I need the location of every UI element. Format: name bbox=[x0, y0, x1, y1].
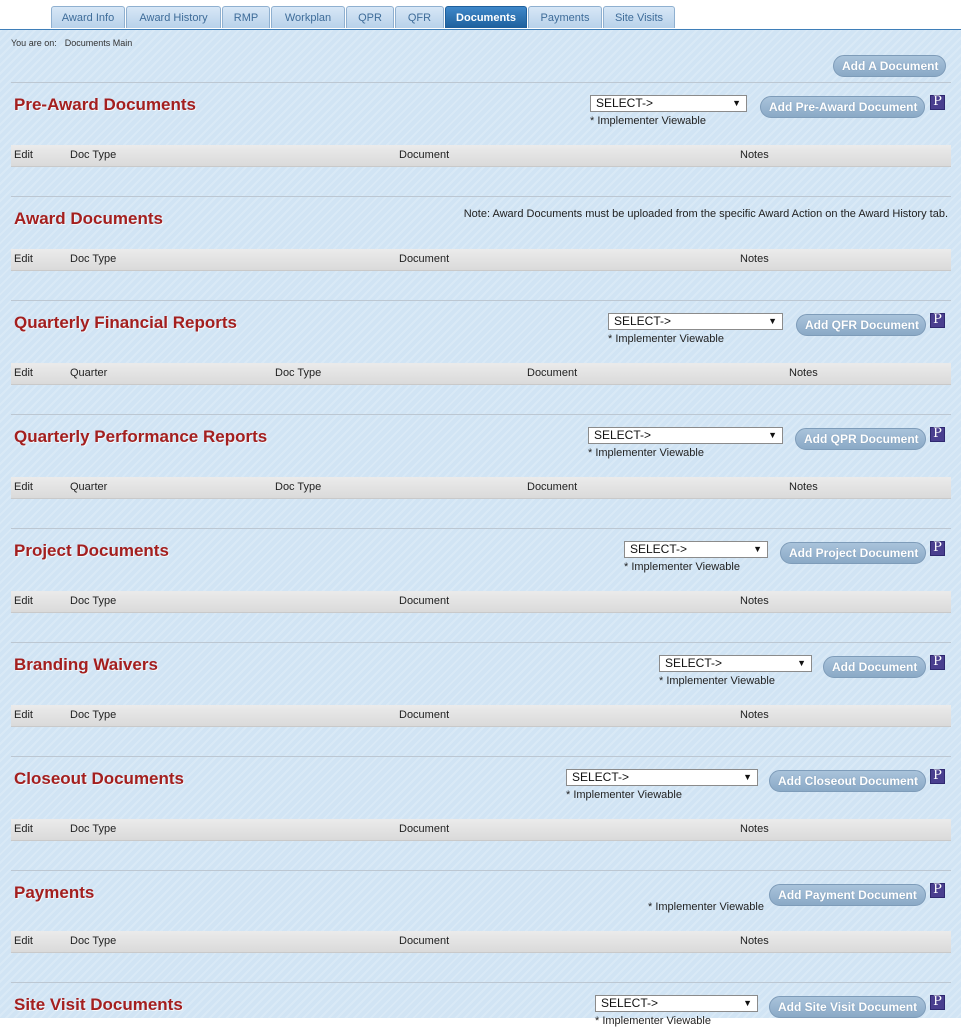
implementer-viewable-note: * Implementer Viewable bbox=[588, 447, 704, 459]
table-header bbox=[11, 705, 951, 727]
section-title: Pre-Award Documents bbox=[14, 95, 197, 114]
column-header: Document bbox=[399, 253, 450, 265]
table-header bbox=[11, 591, 951, 613]
column-header: Doc Type bbox=[70, 935, 117, 947]
section-title: Quarterly Performance Reports bbox=[14, 427, 268, 446]
column-header: Document bbox=[399, 823, 450, 835]
table-header bbox=[11, 363, 951, 385]
tab-rmp[interactable]: RMP bbox=[222, 6, 270, 28]
section-title: Payments bbox=[14, 883, 95, 902]
section-divider bbox=[11, 642, 951, 643]
implementer-viewable-note: * Implementer Viewable bbox=[608, 333, 724, 345]
chevron-down-icon: ▼ bbox=[743, 998, 752, 1008]
tab-site-visits[interactable]: Site Visits bbox=[603, 6, 675, 28]
column-header: Document bbox=[399, 595, 450, 607]
tab-qfr[interactable]: QFR bbox=[395, 6, 444, 28]
implementer-viewable-note: * Implementer Viewable bbox=[648, 901, 764, 913]
column-header: Edit bbox=[14, 823, 33, 835]
section-divider bbox=[11, 300, 951, 301]
table-header bbox=[11, 931, 951, 953]
column-header: Document bbox=[399, 149, 450, 161]
section-title: Site Visit Documents bbox=[14, 995, 183, 1014]
column-header: Document bbox=[527, 481, 578, 493]
column-header: Doc Type bbox=[275, 481, 322, 493]
column-header: Edit bbox=[14, 149, 33, 161]
column-header: Notes bbox=[740, 709, 769, 721]
tab-payments[interactable]: Payments bbox=[528, 6, 602, 28]
section-divider bbox=[11, 756, 951, 757]
add-pre-award-document-button[interactable]: Add Pre-Award Document bbox=[760, 96, 925, 118]
column-header: Notes bbox=[740, 149, 769, 161]
column-header: Edit bbox=[14, 595, 33, 607]
column-header: Edit bbox=[14, 367, 33, 379]
documents-main-panel bbox=[0, 30, 961, 1027]
doc-type-select[interactable] bbox=[659, 655, 812, 672]
doc-type-select[interactable] bbox=[590, 95, 747, 112]
column-header: Edit bbox=[14, 709, 33, 721]
section-divider bbox=[11, 870, 951, 871]
add-qfr-document-button[interactable]: Add QFR Document bbox=[796, 314, 926, 336]
breadcrumb-label: You are on: bbox=[11, 38, 57, 48]
column-header: Document bbox=[399, 709, 450, 721]
doc-type-select[interactable] bbox=[566, 769, 758, 786]
tab-award-info[interactable]: Award Info bbox=[51, 6, 125, 28]
help-icon[interactable]: P bbox=[930, 313, 945, 328]
section-title: Branding Waivers bbox=[14, 655, 158, 674]
select-value: SELECT-> bbox=[596, 96, 654, 110]
doc-type-select[interactable] bbox=[608, 313, 783, 330]
doc-type-select[interactable] bbox=[595, 995, 758, 1012]
chevron-down-icon: ▼ bbox=[768, 430, 777, 440]
tab-qpr[interactable]: QPR bbox=[346, 6, 394, 28]
column-header: Doc Type bbox=[70, 149, 117, 161]
section-divider bbox=[11, 982, 951, 983]
section-title: Quarterly Financial Reports bbox=[14, 313, 237, 332]
select-value: SELECT-> bbox=[594, 428, 652, 442]
column-header: Quarter bbox=[70, 481, 108, 493]
add-document-button[interactable]: Add Document bbox=[823, 656, 926, 678]
column-header: Doc Type bbox=[70, 823, 117, 835]
section-title: Project Documents bbox=[14, 541, 169, 560]
tab-bar bbox=[0, 0, 961, 30]
add-closeout-document-button[interactable]: Add Closeout Document bbox=[769, 770, 926, 792]
section-divider bbox=[11, 414, 951, 415]
award-documents-note: Note: Award Documents must be uploaded from the specific Award Action on the Award History tab. bbox=[463, 208, 948, 220]
column-header: Doc Type bbox=[70, 709, 117, 721]
column-header: Notes bbox=[789, 367, 818, 379]
help-icon[interactable]: P bbox=[930, 883, 945, 898]
chevron-down-icon: ▼ bbox=[753, 544, 762, 554]
select-value: SELECT-> bbox=[614, 314, 672, 328]
table-header bbox=[11, 819, 951, 841]
section-divider bbox=[11, 528, 951, 529]
chevron-down-icon: ▼ bbox=[768, 316, 777, 326]
doc-type-select[interactable] bbox=[624, 541, 768, 558]
select-value: SELECT-> bbox=[665, 656, 723, 670]
doc-type-select[interactable] bbox=[588, 427, 783, 444]
breadcrumb-current: Documents Main bbox=[64, 38, 133, 48]
chevron-down-icon: ▼ bbox=[797, 658, 806, 668]
implementer-viewable-note: * Implementer Viewable bbox=[595, 1015, 711, 1027]
column-header: Doc Type bbox=[70, 253, 117, 265]
tab-documents[interactable]: Documents bbox=[445, 6, 527, 28]
chevron-down-icon: ▼ bbox=[732, 98, 741, 108]
column-header: Doc Type bbox=[275, 367, 322, 379]
section-title: Closeout Documents bbox=[14, 769, 185, 788]
column-header: Edit bbox=[14, 935, 33, 947]
column-header: Notes bbox=[740, 253, 769, 265]
table-header bbox=[11, 249, 951, 271]
column-header: Notes bbox=[740, 823, 769, 835]
tab-workplan[interactable]: Workplan bbox=[271, 6, 345, 28]
breadcrumb bbox=[11, 38, 132, 48]
section-divider bbox=[11, 82, 951, 83]
table-header bbox=[11, 477, 951, 499]
column-header: Document bbox=[399, 935, 450, 947]
help-icon[interactable]: P bbox=[930, 655, 945, 670]
column-header: Edit bbox=[14, 481, 33, 493]
column-header: Notes bbox=[789, 481, 818, 493]
column-header: Notes bbox=[740, 935, 769, 947]
add-project-document-button[interactable]: Add Project Document bbox=[780, 542, 926, 564]
select-value: SELECT-> bbox=[630, 542, 688, 556]
section-title: Award Documents bbox=[14, 209, 163, 228]
add-site-visit-document-button[interactable]: Add Site Visit Document bbox=[769, 996, 926, 1018]
column-header: Doc Type bbox=[70, 595, 117, 607]
select-value: SELECT-> bbox=[572, 770, 630, 784]
add-a-document-button[interactable]: Add A Document bbox=[833, 55, 946, 77]
chevron-down-icon: ▼ bbox=[743, 772, 752, 782]
column-header: Quarter bbox=[70, 367, 108, 379]
column-header: Notes bbox=[740, 595, 769, 607]
section-divider bbox=[11, 196, 951, 197]
column-header: Document bbox=[527, 367, 578, 379]
help-icon[interactable]: P bbox=[930, 541, 945, 556]
help-icon[interactable]: P bbox=[930, 769, 945, 784]
table-header bbox=[11, 145, 951, 167]
help-icon[interactable]: P bbox=[930, 95, 945, 110]
implementer-viewable-note: * Implementer Viewable bbox=[590, 115, 706, 127]
column-header: Edit bbox=[14, 253, 33, 265]
help-icon[interactable]: P bbox=[930, 427, 945, 442]
add-qpr-document-button[interactable]: Add QPR Document bbox=[795, 428, 926, 450]
help-icon[interactable]: P bbox=[930, 995, 945, 1010]
implementer-viewable-note: * Implementer Viewable bbox=[659, 675, 775, 687]
add-payment-document-button[interactable]: Add Payment Document bbox=[769, 884, 926, 906]
select-value: SELECT-> bbox=[601, 996, 659, 1010]
tab-award-history[interactable]: Award History bbox=[126, 6, 221, 28]
implementer-viewable-note: * Implementer Viewable bbox=[624, 561, 740, 573]
implementer-viewable-note: * Implementer Viewable bbox=[566, 789, 682, 801]
